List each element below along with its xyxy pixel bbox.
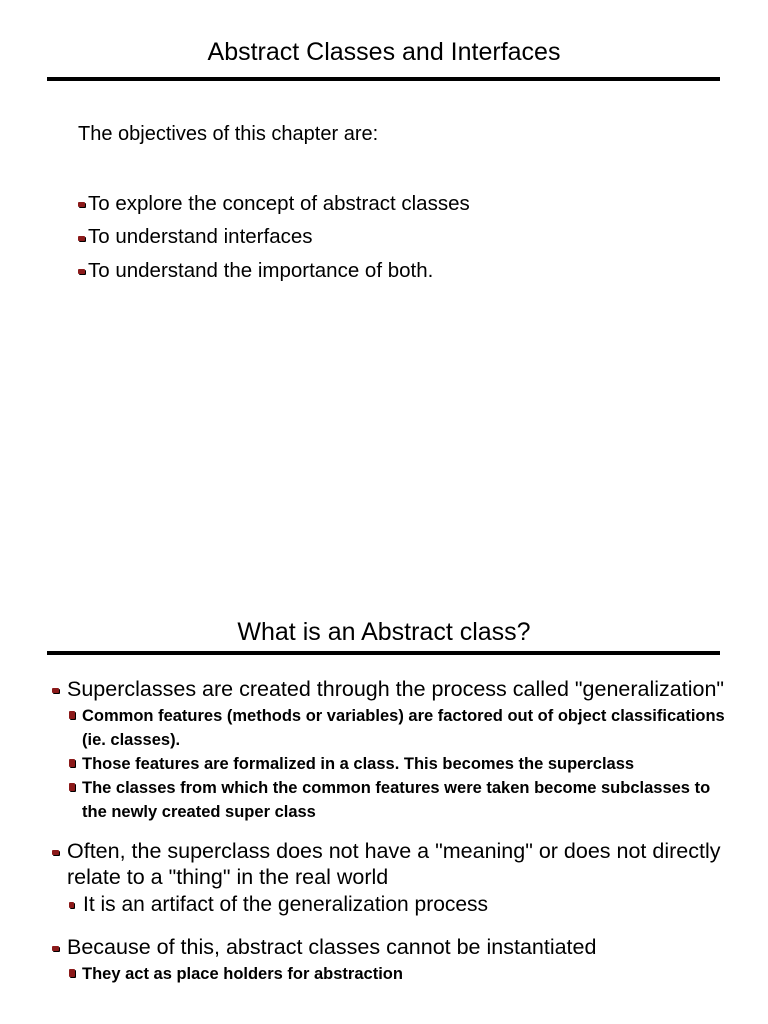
objectives-list [78,187,470,288]
bullet-icon [78,236,85,241]
list-item [69,704,732,752]
list-item [52,676,732,702]
list-item [69,752,732,776]
list-item [52,838,732,890]
list-item [69,892,732,918]
bullet-icon [52,688,59,693]
subpoint-text: Those features are formalized in a class. This becomes the superclass [82,755,635,773]
point-text: Because of this, abstract classes cannot be instantiated [67,935,597,959]
subpoint-text: Common features (methods or variables) are factored out of object classifications (ie. classes). [82,707,725,749]
bullet-icon [78,202,85,207]
title-divider [47,77,720,81]
point-text: Superclasses are created through the process called "generalization" [67,677,725,701]
list-item [78,187,470,221]
slide-title: Abstract Classes and Interfaces [207,38,561,66]
list-item [78,221,470,255]
slide-content [52,676,732,986]
bullet-icon [69,969,75,977]
slide-title: What is an Abstract class? [237,618,531,646]
list-item [52,934,732,960]
bullet-icon [69,902,74,908]
bullet-icon [78,269,85,274]
list-item [69,962,732,986]
list-item [78,254,470,288]
objective-text: To understand interfaces [88,225,313,249]
point-text: Often, the superclass does not have a "meaning" or does not directly relate to a "thing" in the real world [67,839,721,889]
list-item [69,776,732,824]
bullet-icon [52,850,59,855]
bullet-icon [52,946,59,951]
title-divider [47,651,720,655]
intro-text: The objectives of this chapter are: [78,123,379,145]
bullet-icon [69,711,75,719]
subpoint-text: The classes from which the common features were taken become subclasses to the newly created super class [82,779,711,821]
bullet-icon [69,759,75,767]
subpoint-text: They act as place holders for abstraction [82,965,403,983]
bullet-icon [69,783,75,791]
objective-text: To explore the concept of abstract classes [88,191,470,215]
subpoint-text: It is an artifact of the generalization process [83,893,489,916]
slide-abstract-class [0,590,768,1024]
objective-text: To understand the importance of both. [88,258,434,282]
